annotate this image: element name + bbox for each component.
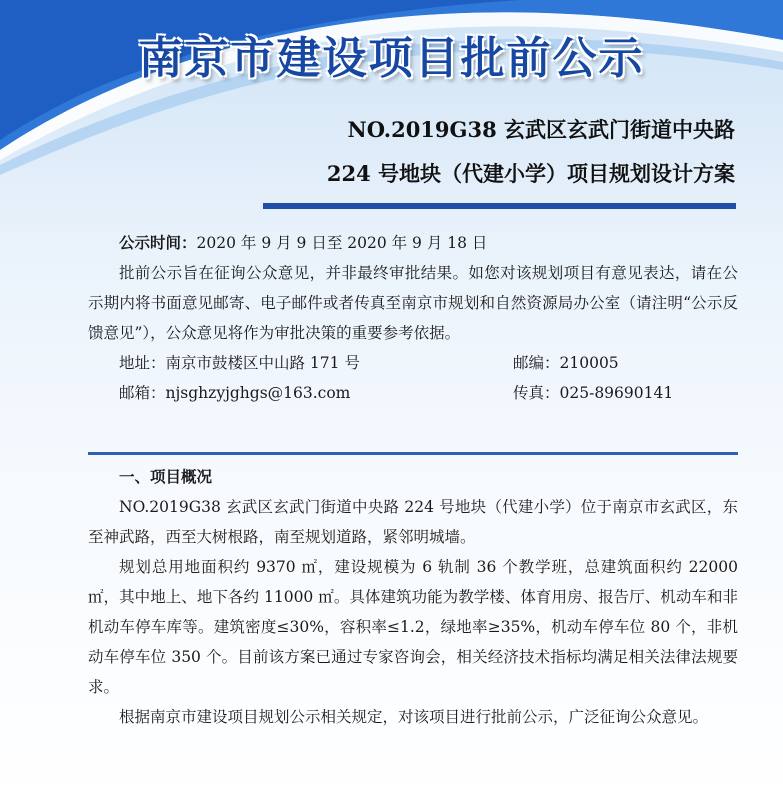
overview-paragraph-2: 规划总用地面积约 9370 ㎡，建设规模为 6 轨制 36 个教学班，总建筑面积约 22000 ㎡，其中地上、地下各约 11000 ㎡。具体建筑功能为教学楼、体育用房、报告厅、机动车和非机动车停车库等。建筑密度≤30%，容积率≤1.2，绿地率≥35%，机动车停车位 80 个，非机动车停车位 350 个。目前该方案已通过专家咨询会，相关经济技术指标均满足相关法律法规要求。 bbox=[88, 558, 738, 696]
title-divider bbox=[263, 203, 736, 209]
notice-section bbox=[88, 228, 738, 408]
overview-paragraph-3: 根据南京市建设项目规划公示相关规定，对该项目进行批前公示，广泛征询公众意见。 bbox=[119, 708, 709, 726]
page-title: 南京市建设项目批前公示 bbox=[138, 33, 645, 84]
contact-postcode: 邮编：210005 bbox=[513, 354, 619, 372]
contact-email: 邮箱：njsghzyjghgs@163.com bbox=[119, 384, 351, 402]
overview-heading: 一、项目概况 bbox=[119, 467, 213, 486]
notice-time-value: 2020 年 9 月 9 日至 2020 年 9 月 18 日 bbox=[196, 234, 488, 252]
notice-time bbox=[88, 228, 738, 258]
section-divider bbox=[88, 452, 738, 455]
overview-section bbox=[88, 462, 738, 732]
contact-row-1 bbox=[88, 348, 738, 378]
overview-paragraph-1: NO.2019G38 玄武区玄武门街道中央路 224 号地块（代建小学）位于南京市玄武区，东至神武路，西至大树根路，南至规划道路，紧邻明城墙。 bbox=[88, 498, 738, 546]
contact-address: 地址：南京市鼓楼区中山路 171 号 bbox=[119, 354, 360, 372]
notice-paragraph: 批前公示旨在征询公众意见，并非最终审批结果。如您对该规划项目有意见表达，请在公示期内将书面意见邮寄、电子邮件或者传真至南京市规划和自然资源局办公室（请注明“公示反馈意见”），公众意见将作为审批决策的重要参考依据。 bbox=[88, 264, 738, 342]
notice-time-label: 公示时间： bbox=[119, 233, 197, 252]
contact-row-2 bbox=[88, 378, 738, 408]
project-title-line-1: NO.2019G38 玄武区玄武门街道中央路 bbox=[347, 117, 735, 142]
contact-fax: 传真：025-89690141 bbox=[513, 384, 674, 402]
project-title-line-2: 224 号地块（代建小学）项目规划设计方案 bbox=[326, 161, 735, 186]
